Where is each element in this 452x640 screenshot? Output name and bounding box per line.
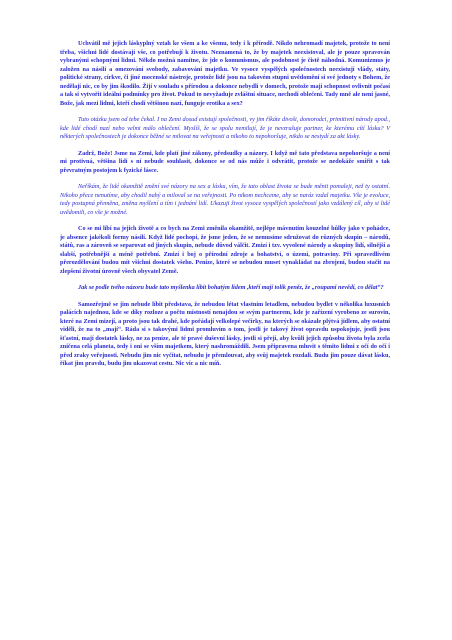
paragraph-5: Co se mi líbí na jejich životě a co bych na Zemi změnila okamžitě, nejlépe mávnutím kouzelné hůlky jako v pohádce, je absence jakékoli formy násilí. Když lidé pochopí, že jsme jeden, že se nemusíme sdružovat do různých skupin – národů, států, ras a zároveň se separovat od jiných skupin, nebude důvod válčit. Zmizí i tzv. vyvolené národy a skupiny lidí, silnější a slabší, potřebnější a méně potřební. Zmizí i boj o přírodní zdroje a bohatství, o území, potraviny. Při spravedlivém přerozdělování budou mít všichni dostatek všeho. Peníze, které se nebudou muset vynakládat na zbrojení, budou stačit na zlepšení životní úrovně všech obyvatel Země. bbox=[60, 225, 390, 275]
document-body bbox=[60, 40, 390, 377]
paragraph-6: Jak se podle tvého názoru bude tato myšlenka líbit bohatým lidem ,kteří mají tolik peněz, že „roupami nevědí, co dělat“? bbox=[78, 284, 384, 291]
paragraph-4: Neříkám, že lidé okamžitě změní své názory na sex a lásku, vím, že tato oblast života se bude měnit pomaleji, než ty ostatní. Nikoho přece nenutíme, aby chodil nahý a miloval se na veřejnosti. Po nikom nechceme, aby se naráz vzdal majetku. Vše je evoluce, tedy postupná přeměna, změna myšlení a tím i jednání lidí. Ukazuji život vysoce vyspělých společností jako vzdálený cíl, aby si lidé uvědomili, co vše je možné. bbox=[60, 183, 390, 216]
paragraph-2: Tuto otázku jsem od tebe čekal. I na Zemi dosud existují společnosti, vy jim říkáte divoši, domorodci, primitivní národy apod., kde lidé chodí nazí nebo velmi málo oblečení. Myslíš, že se spolu nemilují, že je nevzrušuje partner, ke kterému cítí lásku? V některých společnostech je dokonce běžné se milovat na veřejnosti a nikoho to nepohoršuje, nikdo se nestydí za akt lásky. bbox=[60, 116, 390, 140]
paragraph-7: Samozřejmě se jim nebude líbit představa, že nebudou létat vlastním letadlem, nebudou bydlet v několika luxusních palácích najednou, kde se díky rozloze a počtu místností nenajdou se svým partnerem, kde je zařízení vyrobeno ze surovin, které na Zemi mizejí, a proto jsou tak drahé, kde pořádají velkolepé večírky, na kterých se okázale plýtvá jídlem, aby ostatní viděli, že na to „mají“. Ráda si s takovými lidmi promluvím o tom, jestli je takový život opravdu uspokojuje, jestli jsou šťastní, mají dostatek lásky, ne za peníze, ale té pravé duševní lásky, jestli si přejí, aby kvůli jejich způsobu života byla zcela zničena celá planeta, tedy i oni se vším majetkem, který nashromáždili. Jsem připravena mluvit s těmito lidmi z očí do očí i před zraky veřejnosti. Nebudu jim nic vyčítat, nebudu je přemlouvat, aby svůj majetek rozdali. Budu jim pouze dávat lásku, říkat jim pravdu, budu jim ukazovat cestu. Nic víc a nic míň. bbox=[60, 300, 390, 367]
paragraph-1: Uchvátil mě jejich láskyplný vztah ke všem a ke všemu, tedy i k přírodě. Nikdo nehromadí majetek, protože to není třeba, všichni lidé dostávají vše, co potřebují k životu. Neznamená to, že by majetek neexistoval, ale je pouze spravován vybranými schopnými lidmi. Někdo možná namítne, že jde o komunismus, ale podobnost je čistě náhodná. Komunizmus je založen na násilí a omezování svobody, zabavování majetku. Ve vysoce vyspělých společnostech neexistují vlády, státy, politické strany, církve, či jiné mocenské nástroje, protože lidé jsou na takovém stupni uvědomění si své jednoty s Bohem, že nedělají nic, co by jim škodilo. Žijí v souladu s přírodou a dokonce nebydlí v domech, protože mají schopnost ovlivnit počasí a tak si vytvořit ideální podmínky pro život. Pokud to nevyžaduje zvláštní situace, nechodí oblečeni. Tady mně ale není jasné, Bože, jak mezi lidmi, kteří chodí většinou nazí, funguje erotika a sex? bbox=[60, 40, 390, 107]
paragraph-3: Zadrž, Bože! Jsme na Zemi, kde platí jiné zákony, předsudky a názory. I když mě tato představa nepohoršuje a není mi protivná, většina lidí s ní nebude souhlasit, dokonce se od nás může i odvrátit, protože se nedokáže smířit s tak převratným postojem k fyzické lásce. bbox=[60, 149, 390, 174]
